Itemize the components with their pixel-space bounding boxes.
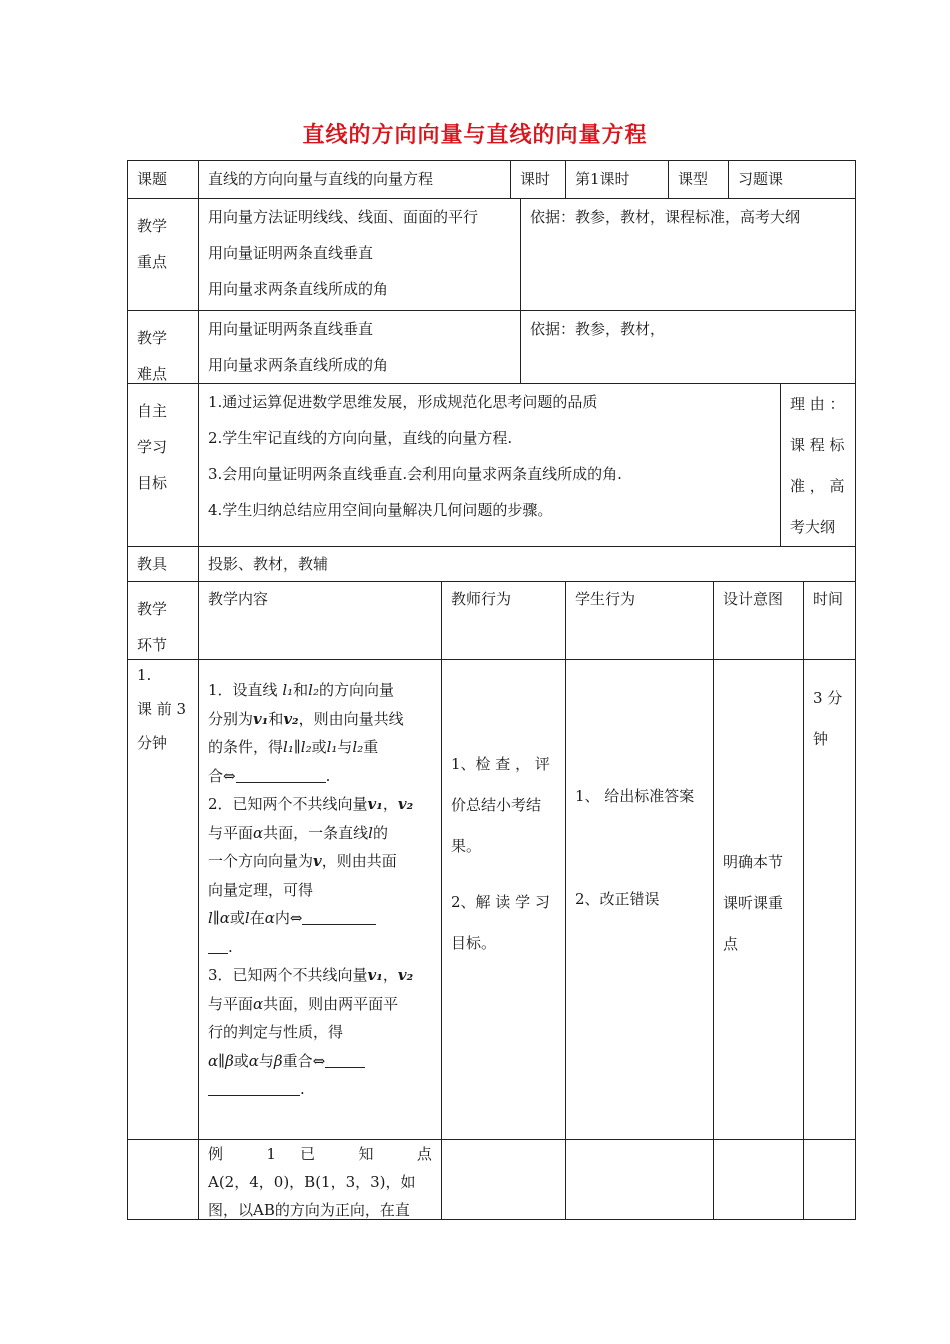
period-label-cell	[510, 160, 565, 198]
difficulties-basis: 依据：教参，教材，	[530, 320, 666, 338]
stage1-student-cell	[565, 659, 713, 1139]
period-value: 第1课时	[575, 170, 630, 188]
goals-label-line: 自主	[137, 402, 168, 420]
key-points-label-line: 重点	[137, 253, 168, 271]
key-points-cell	[198, 198, 520, 310]
question-3: 3．已知两个不共线向量v₁，v₂ 与平面α共面，则由两平面平 行的判定与性质，得 α∥β或α与β重合⇔ .	[208, 966, 414, 1098]
goals-reason-line: 理 由 ：	[790, 395, 845, 413]
plane-alpha-symbol: α	[253, 823, 264, 842]
col-teacher-header	[441, 581, 565, 659]
goals-reason-cell	[780, 383, 856, 546]
time-line: 钟	[813, 730, 829, 748]
col-time-label: 时间	[813, 590, 844, 608]
type-value: 习题课	[738, 170, 784, 188]
answer-blank	[236, 764, 326, 783]
col-student-label: 学生行为	[575, 590, 636, 608]
goals-reason-line: 课 程 标	[790, 436, 845, 454]
key-points-basis-cell	[520, 198, 856, 310]
time-line: 3 分	[813, 689, 843, 707]
stage1-stage-line: 1.	[137, 666, 152, 684]
example-stage-cell	[127, 1139, 198, 1220]
teacher-action-line: 价总结小考结	[451, 796, 542, 814]
page-title: 直线的方向向量与直线的向量方程	[302, 122, 648, 148]
period-value-cell	[565, 160, 668, 198]
tools-label-cell	[127, 546, 198, 581]
difficulty-item: 用向量证明两条直线垂直	[208, 320, 374, 338]
goals-label-line: 学习	[137, 438, 168, 456]
teacher-action-line: 2、解 读 学 习	[451, 893, 550, 911]
stage1-content-cell	[198, 659, 441, 1139]
vector-v1-symbol: v₁	[253, 709, 269, 728]
example-line: A(2，4，0)，B(1，3，3)，如	[208, 1173, 416, 1191]
answer-blank	[208, 1077, 300, 1096]
example-content-cell	[198, 1139, 441, 1220]
goals-cell	[198, 383, 780, 546]
line-l2-symbol: l₂	[308, 681, 319, 699]
difficulties-cell	[198, 310, 520, 383]
goal-item: 1.通过运算促进数学思维发展，形成规范化思考问题的品质	[208, 393, 598, 411]
answer-blank	[208, 935, 228, 954]
key-points-label-cell	[127, 198, 198, 310]
tools-value: 投影、教材，教辅	[208, 555, 329, 573]
vector-v-symbol: v	[313, 852, 322, 870]
col-content-header	[198, 581, 441, 659]
example-line: 例 1 已 知 点	[208, 1145, 432, 1163]
col-teacher-label: 教师行为	[451, 590, 512, 608]
col-design-header	[713, 581, 803, 659]
type-value-cell	[728, 160, 856, 198]
col-content-label: 教学内容	[208, 590, 269, 608]
question-1: 1．设直线 l₁和l₂的方向向量 分别为v₁和v₂，则由向量共线 的条件，得l₁∥l₂或l₁与l₂重 合⇔ .	[208, 681, 404, 785]
student-action-line: 2、改正错误	[575, 890, 660, 908]
col-stage-line: 环节	[137, 636, 168, 654]
stage1-time-cell	[803, 659, 856, 1139]
tools-label: 教具	[137, 555, 168, 573]
design-intent-line: 明确本节	[723, 853, 784, 871]
col-time-header	[803, 581, 856, 659]
example-line: 图，以AB的方向为正向，在直	[208, 1201, 410, 1219]
stage1-stage-line: 分钟	[137, 734, 168, 752]
example-teacher-cell	[441, 1139, 565, 1220]
goals-label-cell	[127, 383, 198, 546]
topic-value: 直线的方向向量与直线的向量方程	[208, 170, 434, 188]
student-action-line: 1、 给出标准答案	[575, 787, 695, 805]
difficulties-basis-cell	[520, 310, 856, 383]
design-intent-line: 课听课重	[723, 894, 784, 912]
example-time-cell	[803, 1139, 856, 1220]
key-points-basis: 依据：教参，教材，课程标准，高考大纲	[530, 208, 801, 226]
goal-item: 2.学生牢记直线的方向向量，直线的向量方程.	[208, 429, 513, 447]
goal-item: 3.会用向量证明两条直线垂直.会利用向量求两条直线所成的角.	[208, 465, 622, 483]
example-student-cell	[565, 1139, 713, 1220]
goal-item: 4.学生归纳总结应用空间向量解决几何问题的步骤。	[208, 501, 553, 519]
teacher-action-line: 1、检 查 ， 评	[451, 755, 550, 773]
col-design-label: 设计意图	[723, 590, 784, 608]
type-label-cell	[668, 160, 728, 198]
answer-blank	[325, 1049, 365, 1068]
key-point-item: 用向量方法证明线线、线面、面面的平行	[208, 208, 479, 226]
col-student-header	[565, 581, 713, 659]
stage1-stage-cell	[127, 659, 198, 1139]
question-2: 2．已知两个不共线向量v₁，v₂ 与平面α共面，一条直线l的 一个方向向量为v，则由共面 向量定理，可得 l∥α或l在α内⇔ .	[208, 795, 414, 956]
type-label: 课型	[678, 170, 709, 188]
difficulties-label-cell	[127, 310, 198, 383]
key-points-label-line: 教学	[137, 217, 168, 235]
teacher-action-line: 果。	[451, 837, 482, 855]
goals-reason-line: 准 ， 高	[790, 477, 845, 495]
goals-label-line: 目标	[137, 474, 168, 492]
tools-value-cell	[198, 546, 856, 581]
col-stage-line: 教学	[137, 600, 168, 618]
key-point-item: 用向量求两条直线所成的角	[208, 280, 389, 298]
answer-blank	[302, 906, 376, 925]
topic-label-cell	[127, 160, 198, 198]
line-l-symbol: l	[368, 823, 373, 842]
difficulties-label-line: 教学	[137, 329, 168, 347]
design-intent-line: 点	[723, 935, 739, 953]
difficulties-label-line: 难点	[137, 365, 168, 383]
topic-value-cell	[198, 160, 510, 198]
goals-reason-line: 考大纲	[790, 518, 836, 536]
plane-beta-symbol: β	[225, 1051, 234, 1070]
difficulty-item: 用向量求两条直线所成的角	[208, 356, 389, 374]
teacher-action-line: 目标。	[451, 934, 497, 952]
topic-label: 课题	[137, 170, 168, 188]
stage1-design-cell	[713, 659, 803, 1139]
stage1-stage-line: 课 前 3	[137, 700, 187, 718]
period-label: 课时	[520, 170, 551, 188]
vector-v2-symbol: v₂	[283, 709, 299, 728]
line-l1-symbol: l₁	[282, 681, 294, 699]
example-design-cell	[713, 1139, 803, 1220]
key-point-item: 用向量证明两条直线垂直	[208, 244, 374, 262]
stage1-teacher-cell	[441, 659, 565, 1139]
col-stage-header	[127, 581, 198, 659]
